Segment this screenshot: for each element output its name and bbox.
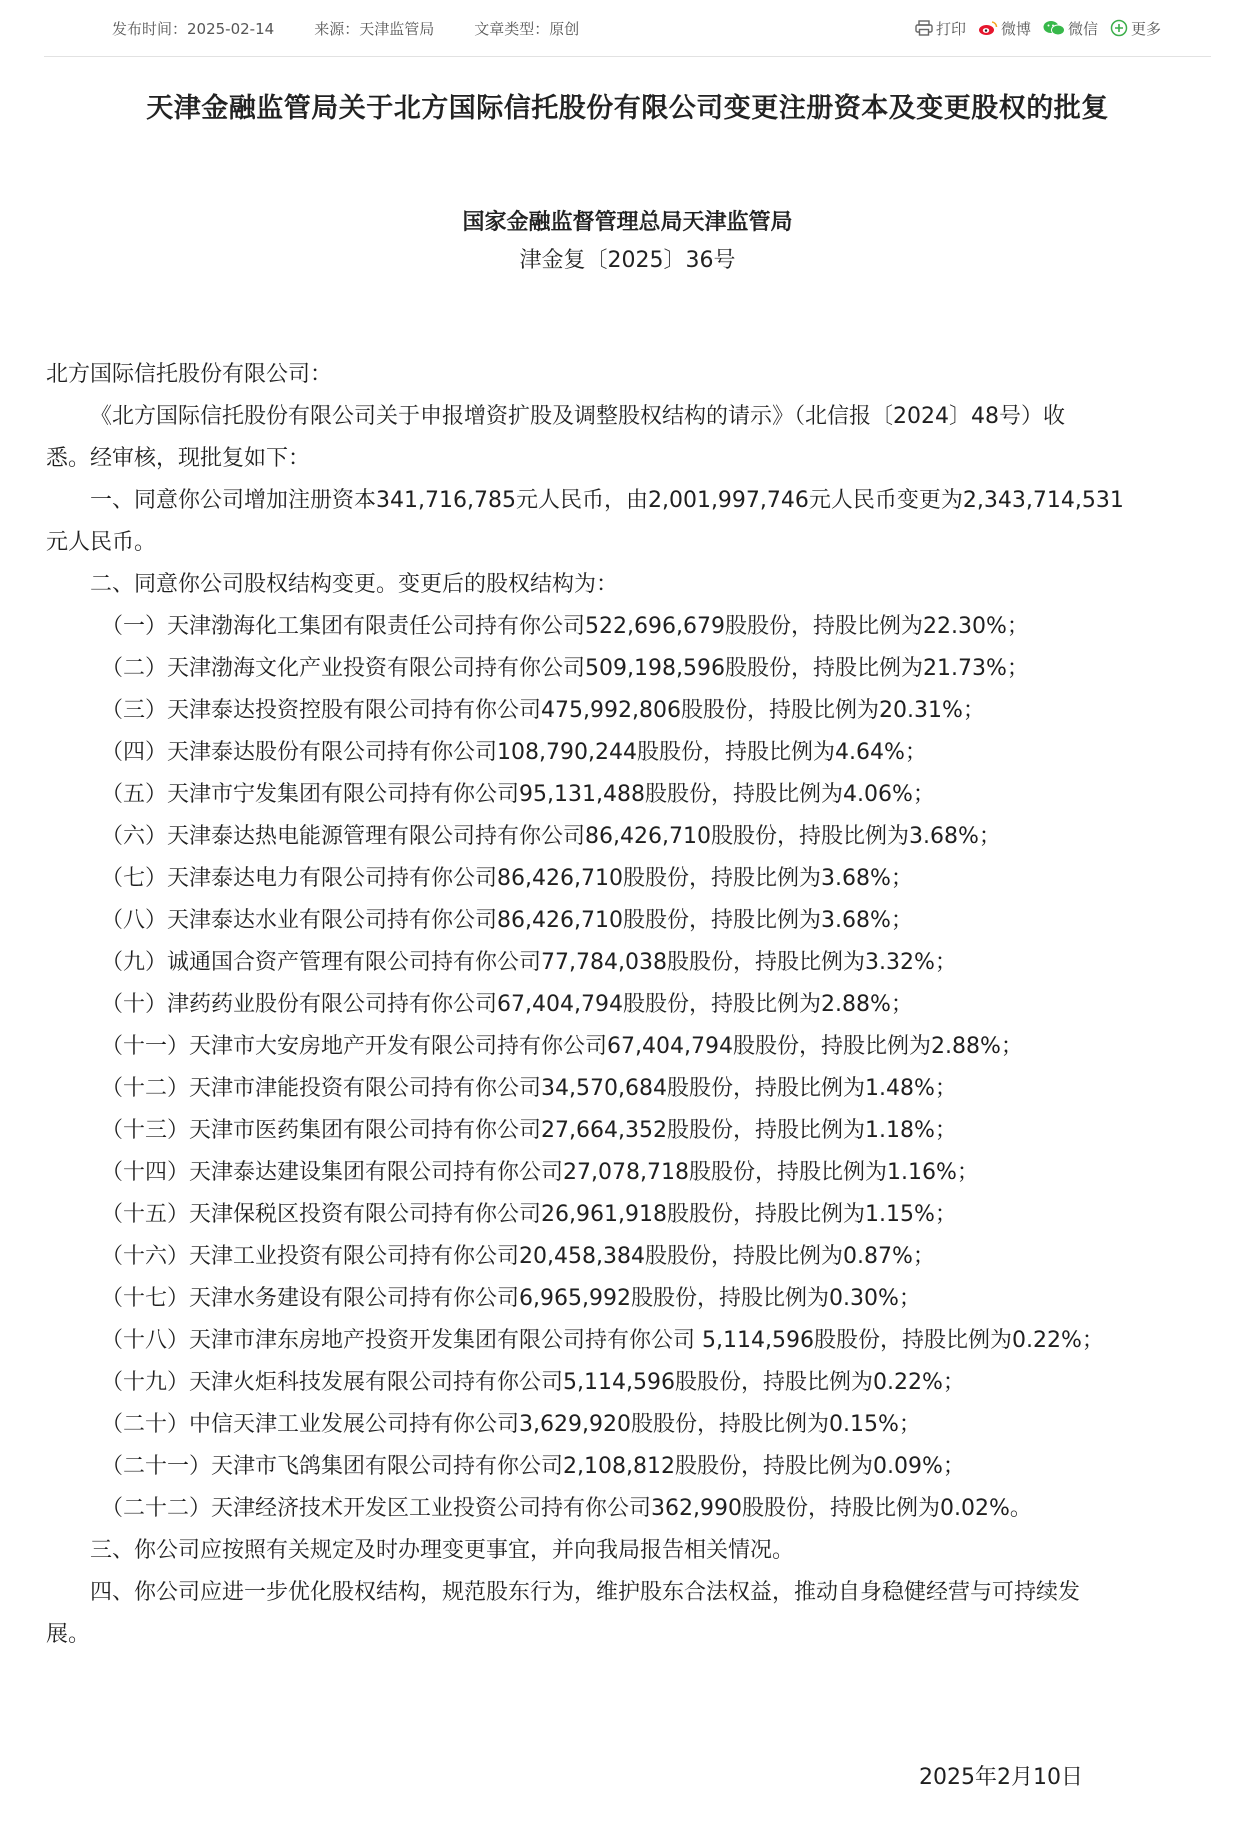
shareholder-item: （十九）天津火炬科技发展有限公司持有你公司5,114,596股股份，持股比例为0.22%； xyxy=(101,1370,965,1395)
divider xyxy=(44,56,1211,57)
article-title: 天津金融监管局关于北方国际信托股份有限公司变更注册资本及变更股权的批复 xyxy=(146,93,1109,124)
weibo-label: 微博 xyxy=(1000,19,1031,38)
clause-1-line-1: 一、同意你公司增加注册资本341,716,785元人民币，由2,001,997,746元人民币变更为2,343,714,531 xyxy=(90,488,1124,513)
source: 来源：天津监管局 xyxy=(314,19,435,38)
shareholder-item: （十三）天津市医药集团有限公司持有你公司27,664,352股股份，持股比例为1.18%； xyxy=(101,1118,957,1143)
printer-icon xyxy=(915,20,933,36)
clause-2: 二、同意你公司股权结构变更。变更后的股权结构为： xyxy=(90,572,619,597)
article-body xyxy=(46,354,1201,1656)
shareholder-item: （二十一）天津市飞鸽集团有限公司持有你公司2,108,812股股份，持股比例为0.09%； xyxy=(101,1454,965,1479)
shareholder-item: （九）诚通国合资产管理有限公司持有你公司77,784,038股股份，持股比例为3.32%； xyxy=(101,950,957,975)
shareholder-item: （八）天津泰达水业有限公司持有你公司86,426,710股股份，持股比例为3.68%； xyxy=(101,908,913,933)
shareholder-item: （七）天津泰达电力有限公司持有你公司86,426,710股股份，持股比例为3.68%； xyxy=(101,866,913,891)
shareholder-item: （一）天津渤海化工集团有限责任公司持有你公司522,696,679股股份，持股比例为22.30%； xyxy=(101,614,1029,639)
article-meta xyxy=(112,16,619,40)
shareholder-item: （十一）天津市大安房地产开发有限公司持有你公司67,404,794股股份，持股比例为2.88%； xyxy=(101,1034,1023,1059)
plus-circle-icon xyxy=(1110,19,1128,37)
shareholder-item: （十八）天津市津东房地产投资开发集团有限公司持有你公司 5,114,596股股份，持股比例为0.22%； xyxy=(101,1328,1104,1353)
shareholder-item: （十四）天津泰达建设集团有限公司持有你公司27,078,718股股份，持股比例为1.16%； xyxy=(101,1160,979,1185)
issuing-organization: 国家金融监督管理总局天津监管局 xyxy=(462,210,793,235)
shareholder-item: （五）天津市宁发集团有限公司持有你公司95,131,488股股份，持股比例为4.06%； xyxy=(101,782,935,807)
shareholder-item: （六）天津泰达热电能源管理有限公司持有你公司86,426,710股股份，持股比例为3.68%； xyxy=(101,824,1001,849)
clause-1-line-2: 元人民币。 xyxy=(46,530,157,555)
shareholder-item: （三）天津泰达投资控股有限公司持有你公司475,992,806股股份，持股比例为20.31%； xyxy=(101,698,985,723)
weibo-share-button[interactable] xyxy=(978,18,1031,39)
article-type: 文章类型：原创 xyxy=(474,19,580,38)
addressee: 北方国际信托股份有限公司： xyxy=(46,362,333,387)
weibo-icon xyxy=(978,20,998,36)
shareholder-item: （十五）天津保税区投资有限公司持有你公司26,961,918股股份，持股比例为1.15%； xyxy=(101,1202,957,1227)
print-label: 打印 xyxy=(935,19,966,38)
shareholder-item: （四）天津泰达股份有限公司持有你公司108,790,244股股份，持股比例为4.64%； xyxy=(101,740,927,765)
print-button[interactable] xyxy=(915,18,966,39)
wechat-label: 微信 xyxy=(1067,19,1098,38)
intro-line-2: 悉。经审核，现批复如下： xyxy=(46,446,311,471)
wechat-share-button[interactable] xyxy=(1043,18,1098,39)
clause-4-line-1: 四、你公司应进一步优化股权结构，规范股东行为，维护股东合法权益，推动自身稳健经营与可持续发 xyxy=(90,1580,1081,1605)
intro-line-1: 《北方国际信托股份有限公司关于申报增资扩股及调整股权结构的请示》（北信报〔2024〕48号）收 xyxy=(90,404,1065,429)
clause-4-line-2: 展。 xyxy=(46,1622,91,1647)
shareholder-item: （二十二）天津经济技术开发区工业投资公司持有你公司362,990股股份，持股比例为0.02%。 xyxy=(101,1496,1032,1521)
more-label: 更多 xyxy=(1130,19,1161,38)
shareholder-item: （十七）天津水务建设有限公司持有你公司6,965,992股股份，持股比例为0.30%； xyxy=(101,1286,921,1311)
clause-3: 三、你公司应按照有关规定及时办理变更事宜，并向我局报告相关情况。 xyxy=(90,1538,795,1563)
shareholder-item: （二）天津渤海文化产业投资有限公司持有你公司509,198,596股股份，持股比例为21.73%； xyxy=(101,656,1029,681)
wechat-icon xyxy=(1043,20,1065,36)
shareholder-item: （十二）天津市津能投资有限公司持有你公司34,570,684股股份，持股比例为1.48%； xyxy=(101,1076,957,1101)
document-number: 津金复〔2025〕36号 xyxy=(519,248,736,273)
shareholder-item: （十）津药药业股份有限公司持有你公司67,404,794股股份，持股比例为2.88%； xyxy=(101,992,913,1017)
shareholder-item: （十六）天津工业投资有限公司持有你公司20,458,384股股份，持股比例为0.87%； xyxy=(101,1244,935,1269)
shareholder-item: （二十）中信天津工业发展公司持有你公司3,629,920股股份，持股比例为0.15%； xyxy=(101,1412,921,1437)
more-share-button[interactable] xyxy=(1110,18,1161,39)
shareholder-list xyxy=(46,606,1201,1530)
publish-time: 发布时间：2025-02-14 xyxy=(112,19,275,38)
share-bar xyxy=(915,15,1161,41)
issue-date: 2025年2月10日 xyxy=(919,1765,1083,1790)
